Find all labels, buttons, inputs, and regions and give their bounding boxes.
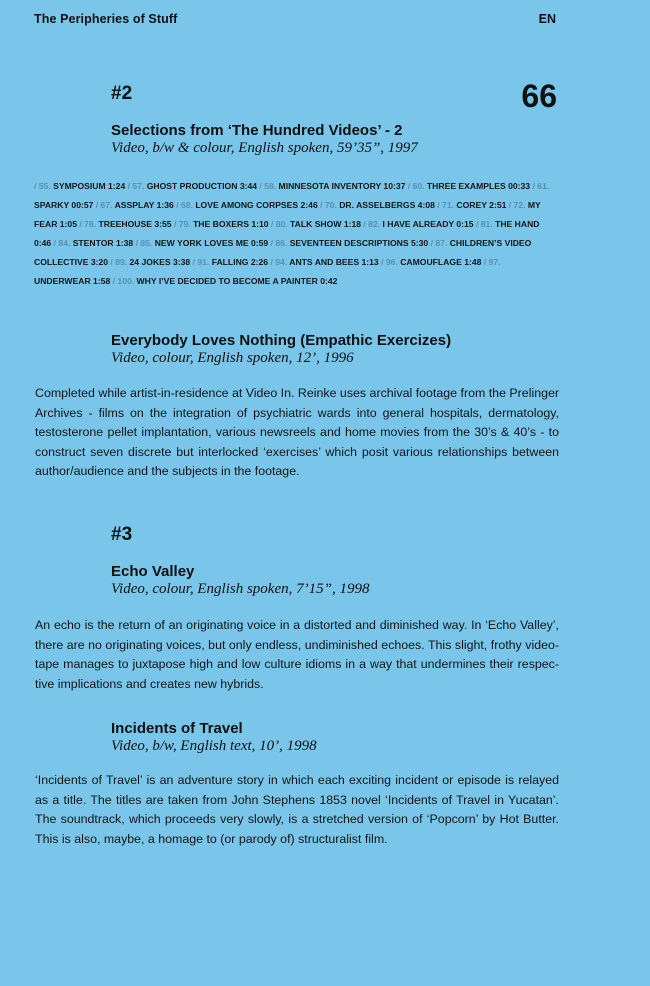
work-title: Incidents of Travel: [111, 720, 243, 737]
video-number: / 68.: [176, 199, 196, 210]
video-number: / 72.: [508, 199, 528, 210]
video-number: / 78.: [79, 218, 99, 229]
video-title: GHOST PRODUCTION 3:44: [146, 181, 258, 191]
work-title: Echo Valley: [111, 563, 195, 580]
video-number: / 79.: [173, 218, 194, 229]
video-number: / 82.: [363, 218, 383, 229]
video-title: SEVENTEEN DESCRIPTIONS 5:30: [289, 237, 429, 248]
video-title: WHY I’VE DECIDED TO BECOME A PAINTER 0:42: [136, 275, 338, 286]
work-title: Selections from ‘The Hundred Videos’ - 2: [111, 122, 403, 139]
video-title: MY FEAR 1:05: [34, 199, 541, 229]
video-title: 24 JOKES 3:38: [129, 256, 191, 267]
video-number: / 61.: [532, 181, 550, 191]
page-number: 66: [521, 78, 557, 114]
video-title: THE BOXERS 1:10: [193, 218, 269, 229]
work-meta: Video, b/w, English text, 10’, 1998: [111, 738, 317, 754]
video-number: / 87.: [430, 237, 450, 248]
video-number: / 55.: [34, 181, 54, 191]
work-title: Everybody Loves Nothing (Empathic Exercizes): [111, 332, 452, 349]
language-label: EN: [538, 12, 556, 26]
video-title: FALLING 2:26: [211, 256, 269, 267]
video-title: MINNESOTA INVENTORY 10:37: [278, 181, 406, 191]
video-title: UNDERWEAR 1:58: [34, 275, 111, 286]
video-number: / 91.: [192, 256, 212, 267]
section-number: #3: [111, 524, 133, 545]
video-title: CHILDREN’S VIDEO COLLECTIVE 3:20: [34, 237, 532, 267]
video-number: / 71.: [437, 199, 457, 210]
work-description: An echo is the return of an originating voice in a distorted and diminished way. In ‘Echo Valley’, there are no originating voices, but only endless, undiminished echoes. This slight, frothy video-tape manages to juxtapose high and low culture idioms in a way that undermines their respec-tive implications and creates new hybrids.: [35, 618, 559, 691]
running-header: The Peripheries of Stuff: [34, 12, 178, 26]
video-number: / 96.: [381, 256, 401, 267]
video-title: NEW YORK LOVES ME 0:59: [154, 237, 269, 248]
work-meta: Video, b/w & colour, English spoken, 59’35”, 1997: [111, 140, 418, 156]
video-number: / 80.: [270, 218, 291, 229]
video-title: COREY 2:51: [456, 199, 507, 210]
work-description: ‘Incidents of Travel’ is an adventure story in which each exciting incident or episode is relayed as a title. The titles are taken from John Stephens 1853 novel ‘Incidents of Travel in Yucatan’. The soundtrack, which proceeds very slowly, is a stretched version of ‘Popcorn’ by Hot Butter. This is also, maybe, a homage to (or parody of) structuralist film.: [35, 773, 559, 846]
work-meta: Video, colour, English spoken, 7’15”, 1998: [111, 581, 370, 597]
video-title: TREEHOUSE 3:55: [98, 218, 172, 229]
video-title: ANTS AND BEES 1:13: [289, 256, 379, 267]
video-number: / 58.: [259, 181, 279, 191]
video-title: TALK SHOW 1:18: [290, 218, 362, 229]
section-number: #2: [111, 83, 133, 104]
work-meta: Video, colour, English spoken, 12’, 1996: [111, 350, 354, 366]
video-number: / 67.: [95, 199, 115, 210]
work-description: Completed while artist-in-residence at Video In. Reinke uses archival footage from the Prelinger Archives - films on the integration of psychiatric wards into general hospitals, dermatology, testosterone pellet implantation, various newsreels and home movies from the 30’s & 40’s - to construct seven discrete but interlocked ‘exercises’ which posit various relationships between author/audience and the subjects in the footage.: [35, 386, 559, 479]
video-title: STENTOR 1:38: [72, 237, 134, 248]
video-number: / 85.: [135, 237, 155, 248]
video-number: / 81.: [475, 218, 496, 229]
video-title: CAMOUFLAGE 1:48: [400, 256, 482, 267]
video-number: / 57.: [127, 181, 147, 191]
video-number: / 89.: [110, 256, 130, 267]
video-list: [34, 177, 554, 290]
video-number: / 100.: [112, 275, 137, 286]
video-title: ASSPLAY 1:36: [114, 199, 174, 210]
video-title: DR. ASSELBERGS 4:08: [339, 199, 435, 210]
video-number: / 86.: [270, 237, 290, 248]
video-title: THREE EXAMPLES 00:33: [426, 181, 531, 191]
video-title: I HAVE ALREADY 0:15: [382, 218, 474, 229]
video-number: / 94.: [270, 256, 290, 267]
video-title: THE HAND 0:46: [34, 218, 540, 248]
video-title: LOVE AMONG CORPSES 2:46: [195, 199, 318, 210]
video-number: / 84.: [53, 237, 73, 248]
video-title: SYMPOSIUM 1:24: [53, 181, 126, 191]
video-number: / 97.: [483, 256, 501, 267]
video-number: / 60.: [407, 181, 427, 191]
video-title: SPARKY 00:57: [34, 199, 94, 210]
video-number: / 70.: [320, 199, 340, 210]
